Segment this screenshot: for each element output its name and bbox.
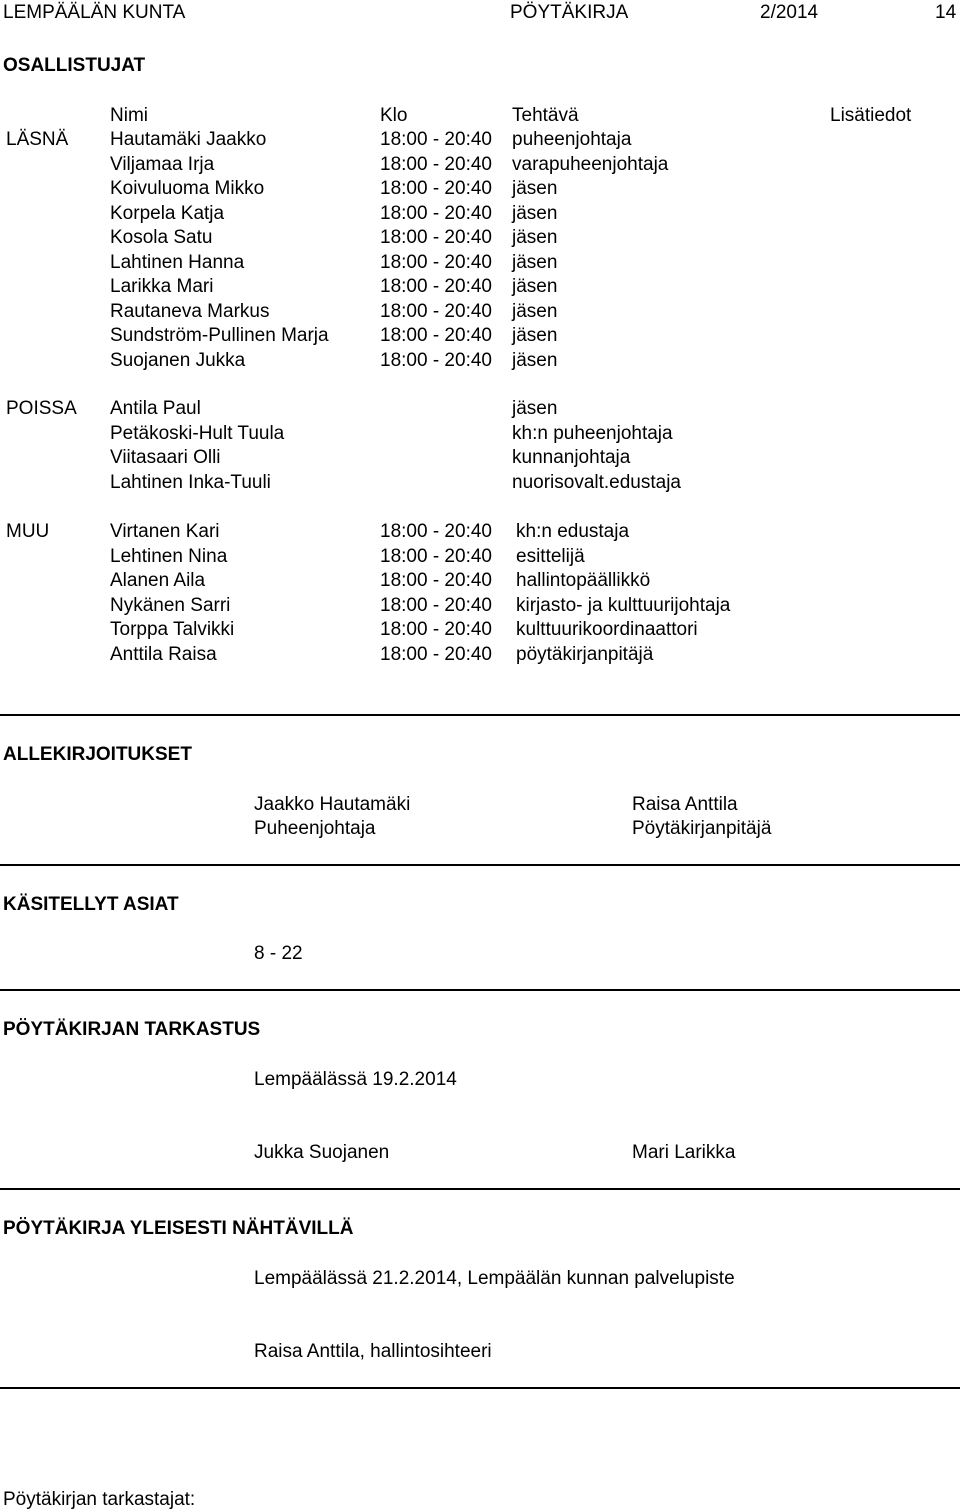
- participant-time: 18:00 - 20:40: [380, 227, 492, 248]
- participant-role: kh:n edustaja: [516, 521, 630, 542]
- participant-role: jäsen: [512, 398, 558, 419]
- participant-role: esittelijä: [516, 545, 585, 567]
- participant-name: Sundström-Pullinen Marja: [110, 325, 329, 346]
- participant-name: Virtanen Kari: [110, 521, 220, 542]
- participant-name: Viitasaari Olli: [110, 447, 221, 468]
- participant-time: 18:00 - 20:40: [380, 300, 492, 322]
- participant-role: puheenjohtaja: [512, 129, 632, 150]
- participant-role: jäsen: [512, 325, 558, 346]
- participant-role: varapuheenjohtaja: [512, 153, 669, 175]
- signature-left-name: Jaakko Hautamäki: [254, 794, 411, 815]
- participant-role: nuorisovalt.edustaja: [512, 471, 681, 493]
- participant-time: 18:00 - 20:40: [380, 570, 492, 591]
- participant-name: Nykänen Sarri: [110, 594, 231, 616]
- participant-time: 18:00 - 20:40: [380, 178, 492, 199]
- participant-role: kulttuurikoordinaattori: [516, 619, 698, 640]
- items-range: 8 - 22: [254, 943, 303, 964]
- participant-time: 18:00 - 20:40: [380, 325, 492, 346]
- participant-name: Korpela Katja: [110, 202, 225, 224]
- participant-name: Suojanen Jukka: [110, 349, 246, 371]
- column-header-time: Klo: [380, 105, 408, 126]
- participant-time: 18:00 - 20:40: [380, 619, 492, 640]
- document-type: PÖYTÄKIRJA: [510, 2, 629, 23]
- participant-name: Hautamäki Jaakko: [110, 129, 267, 150]
- participant-name: Koivuluoma Mikko: [110, 178, 265, 199]
- signature-right-name: Raisa Anttila: [632, 794, 738, 815]
- participant-role: kunnanjohtaja: [512, 447, 631, 468]
- participant-time: 18:00 - 20:40: [380, 202, 492, 224]
- participant-role: jäsen: [512, 300, 558, 322]
- participant-time: 18:00 - 20:40: [380, 251, 492, 273]
- participant-role: jäsen: [512, 202, 558, 224]
- review-title: PÖYTÄKIRJAN TARKASTUS: [3, 1019, 261, 1040]
- participant-name: Alanen Aila: [110, 570, 206, 591]
- participant-name: Antila Paul: [110, 398, 201, 419]
- signature-left-title: Puheenjohtaja: [254, 818, 376, 839]
- participant-name: Lehtinen Nina: [110, 545, 228, 567]
- participant-time: 18:00 - 20:40: [380, 545, 492, 567]
- participant-time: 18:00 - 20:40: [380, 643, 492, 665]
- absent-label: POISSA: [6, 398, 77, 419]
- participant-time: 18:00 - 20:40: [380, 153, 492, 175]
- reviewer-1-name: Jukka Suojanen: [254, 1142, 390, 1163]
- participant-role: hallintopäällikkö: [516, 570, 651, 591]
- present-label: LÄSNÄ: [6, 129, 69, 150]
- participant-role: kirjasto- ja kulttuurijohtaja: [516, 594, 731, 616]
- participant-role: pöytäkirjanpitäjä: [516, 643, 654, 665]
- participant-time: 18:00 - 20:40: [380, 521, 492, 542]
- page-number: 14: [935, 2, 957, 23]
- column-header-info: Lisätiedot: [830, 105, 912, 126]
- participant-name: Viljamaa Irja: [110, 153, 215, 175]
- participant-name: Petäkoski-Hult Tuula: [110, 422, 285, 444]
- participant-role: kh:n puheenjohtaja: [512, 422, 673, 444]
- items-title: KÄSITELLYT ASIAT: [3, 894, 179, 915]
- participant-name: Larikka Mari: [110, 276, 214, 297]
- column-header-role: Tehtävä: [512, 105, 579, 126]
- section-divider: [0, 864, 960, 866]
- review-place-date: Lempäälässä 19.2.2014: [254, 1069, 457, 1090]
- signatures-title: ALLEKIRJOITUKSET: [3, 744, 192, 765]
- participant-time: 18:00 - 20:40: [380, 349, 492, 371]
- participant-name: Anttila Raisa: [110, 643, 217, 665]
- participants-title: OSALLISTUJAT: [3, 55, 146, 76]
- participant-role: jäsen: [512, 227, 558, 248]
- participant-name: Kosola Satu: [110, 227, 213, 248]
- participant-role: jäsen: [512, 251, 558, 273]
- municipality-name: LEMPÄÄLÄN KUNTA: [3, 2, 186, 23]
- section-divider: [0, 989, 960, 991]
- public-display-certifier: Raisa Anttila, hallintosihteeri: [254, 1341, 492, 1362]
- public-display-place-date: Lempäälässä 21.2.2014, Lempäälän kunnan palvelupiste: [254, 1268, 735, 1289]
- participant-role: jäsen: [512, 349, 558, 371]
- participant-time: 18:00 - 20:40: [380, 594, 492, 616]
- participant-name: Torppa Talvikki: [110, 619, 235, 640]
- participant-role: jäsen: [512, 276, 558, 297]
- reviewer-2-name: Mari Larikka: [632, 1142, 736, 1163]
- reviewers-label: Pöytäkirjan tarkastajat:: [3, 1489, 196, 1510]
- public-display-title: PÖYTÄKIRJA YLEISESTI NÄHTÄVILLÄ: [3, 1218, 354, 1239]
- participant-name: Lahtinen Inka-Tuuli: [110, 471, 271, 493]
- section-divider: [0, 1387, 960, 1389]
- participant-name: Rautaneva Markus: [110, 300, 270, 322]
- document-number: 2/2014: [760, 2, 819, 23]
- participant-time: 18:00 - 20:40: [380, 276, 492, 297]
- other-label: MUU: [6, 521, 50, 542]
- section-divider: [0, 714, 960, 716]
- column-header-name: Nimi: [110, 105, 148, 126]
- signature-right-title: Pöytäkirjanpitäjä: [632, 818, 772, 839]
- participant-time: 18:00 - 20:40: [380, 129, 492, 150]
- participant-name: Lahtinen Hanna: [110, 251, 245, 273]
- section-divider: [0, 1188, 960, 1190]
- participant-role: jäsen: [512, 178, 558, 199]
